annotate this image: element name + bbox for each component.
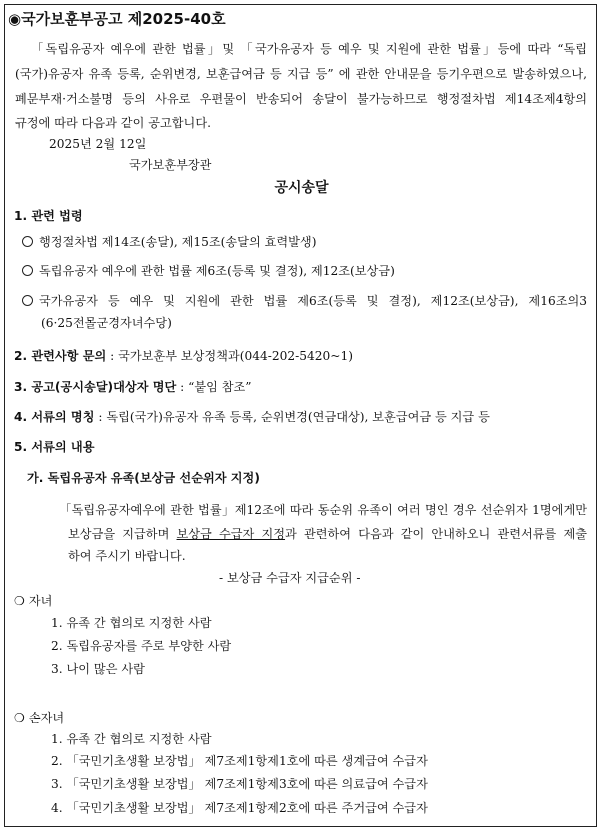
grandchildren-item-1: 1. 유족 간 협의로 지정한 사람 xyxy=(51,732,212,746)
document-title: 공시송달 xyxy=(274,180,329,196)
grandchildren-item-4: 4. 「국민기초생활 보장법」 제7조제1항제2호에 따른 주거급여 수급자 xyxy=(51,801,428,815)
circle-bullet-icon xyxy=(22,236,33,247)
section2-heading: 2. 관련사항 문의 xyxy=(14,349,107,363)
intro-line-1: 「독립유공자 예우에 관한 법률」및 「국가유공자 등 예우 및 지원에 관한 법률」등에 따라 “독립 xyxy=(31,42,587,56)
section4-text: : 독립(국가)유공자 유족 등록, 순위변경(연금대상), 보훈급여금 등 지급 등 xyxy=(94,410,490,424)
law-item-3-continued: (6·25전몰군경자녀수당) xyxy=(41,316,172,330)
circle-bullet-icon xyxy=(22,265,33,276)
intro-line-4: 규정에 따라 다음과 같이 공고합니다. xyxy=(15,116,211,130)
children-item-1: 1. 유족 간 협의로 지정한 사람 xyxy=(51,616,212,630)
intro-line-2: (국가)유공자 유족 등록, 순위변경, 보훈급여금 등 지급 등” 에 관한 안내문을 등기우편으로 발송하였으나, xyxy=(15,67,587,81)
section5-para-line-3: 하여 주시기 바랍니다. xyxy=(68,549,186,563)
children-heading: ❍ 자녀 xyxy=(14,594,53,608)
intro-line-3: 폐문부재·거소불명 등의 사유로 우편물이 반송되어 송달이 불가능하므로 행정절차법 제14조제4항의 xyxy=(15,92,587,106)
grandchildren-item-3: 3. 「국민기초생활 보장법」 제7조제1항제3호에 따른 의료급여 수급자 xyxy=(51,777,428,791)
section5-para-line-1: 「독립유공자예우에 관한 법률」제12조에 따라 동순위 유족이 여러 명인 경우 선순위자 1명에게만 xyxy=(59,503,587,517)
law-item-3: 국가유공자 등 예우 및 지원에 관한 법률 제6조(등록 및 결정), 제12조(보상금), 제16조의3 xyxy=(22,293,587,309)
notice-issuer: 국가보훈부장관 xyxy=(129,158,212,172)
payment-order-title: - 보상금 수급자 지급순위 - xyxy=(219,571,361,585)
section5-para-line-2: 보상금을 지급하며 보상금 수급자 지정과 관련하여 다음과 같이 안내하오니 관련서류를 제출 xyxy=(68,527,587,541)
circle-bullet-icon xyxy=(22,295,33,306)
title-bullet: ◉ xyxy=(8,10,22,28)
underlined-phrase: 보상금 수급자 지정 xyxy=(176,527,286,541)
section3-text: : “붙임 참조” xyxy=(176,380,252,394)
children-item-3: 3. 나이 많은 사람 xyxy=(51,662,145,676)
notice-date: 2025년 2월 12일 xyxy=(49,137,147,151)
section5-heading: 5. 서류의 내용 xyxy=(14,440,95,454)
grandchildren-heading: ❍ 손자녀 xyxy=(14,711,65,725)
hollow-circle-icon: ❍ xyxy=(14,594,25,608)
law-item-1: 행정절차법 제14조(송달), 제15조(송달의 효력발생) xyxy=(22,234,316,250)
section1-heading: 1. 관련 법령 xyxy=(14,209,83,223)
section3-heading: 3. 공고(공시송달)대상자 명단 xyxy=(14,380,177,394)
title-text: 국가보훈부공고 제2025-40호 xyxy=(21,10,226,28)
children-item-2: 2. 독립유공자를 주로 부양한 사람 xyxy=(51,639,232,653)
law-item-2: 독립유공자 예우에 관한 법률 제6조(등록 및 결정), 제12조(보상금) xyxy=(22,263,395,279)
section3 xyxy=(14,379,252,395)
section2 xyxy=(14,348,353,364)
grandchildren-item-2: 2. 「국민기초생활 보장법」 제7조제1항제1호에 따른 생계급여 수급자 xyxy=(51,754,428,768)
section2-text: : 국가보훈부 보상정책과(044-202-5420~1) xyxy=(106,349,353,363)
section4 xyxy=(14,409,490,425)
section4-heading: 4. 서류의 명칭 xyxy=(14,410,95,424)
section5-subheading: 가. 독립유공자 유족(보상금 선순위자 지정) xyxy=(27,471,260,485)
document-frame xyxy=(4,4,597,827)
hollow-circle-icon: ❍ xyxy=(14,711,25,725)
notice-title xyxy=(8,11,226,27)
